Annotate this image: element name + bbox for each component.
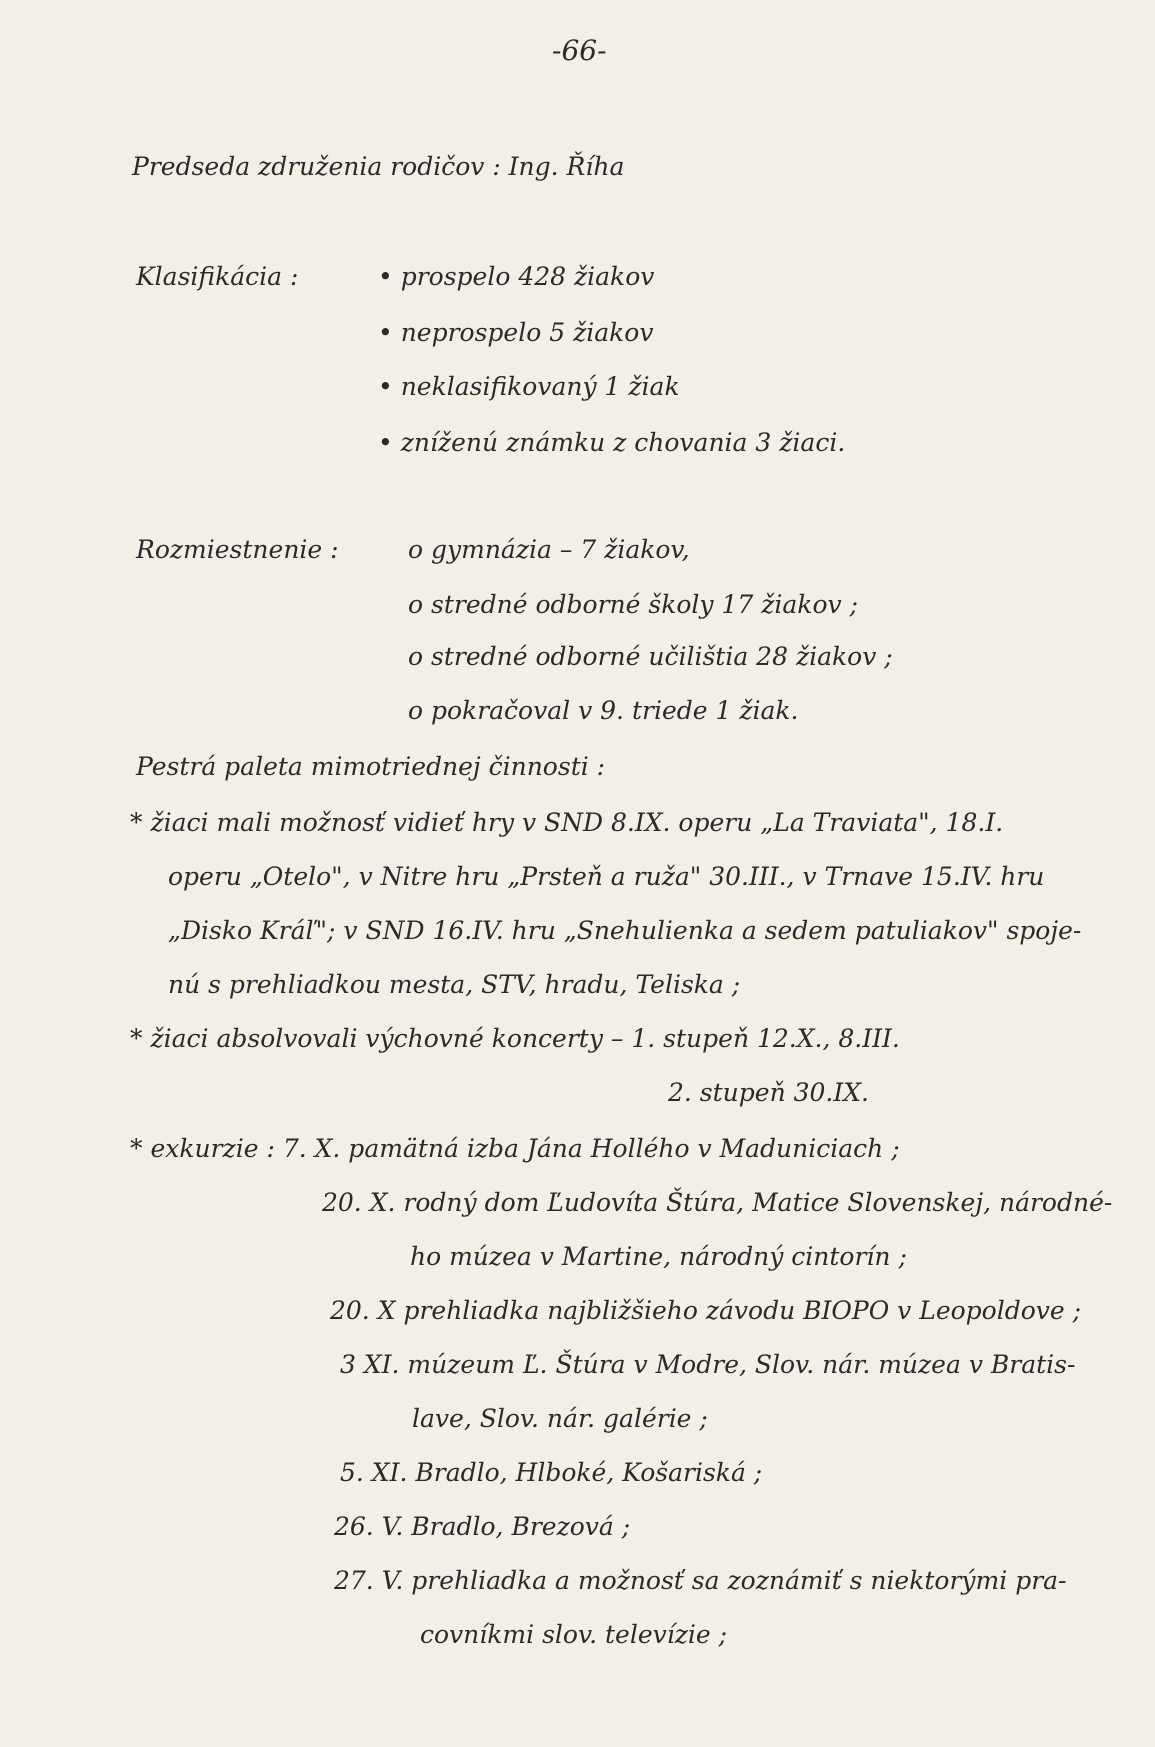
text-line: lave, Slov. nár. galérie ; — [412, 1404, 708, 1433]
list-item: o gymnázia – 7 žiakov, — [408, 535, 690, 564]
heading-activities: Pestrá paleta mimotriednej činnosti : — [136, 752, 606, 781]
list-item: • neklasifikovaný 1 žiak — [378, 372, 680, 401]
text-line-excursions: * exkurzie : 7. X. pamätná izba Jána Hollého v Maduniciach ; — [130, 1134, 900, 1163]
text-line: 20. X. rodný dom Ľudovíta Štúra, Matice Slovenskej, národné- — [322, 1188, 1113, 1217]
list-item: • neprospelo 5 žiakov — [378, 318, 654, 347]
text-line: * žiaci absolvovali výchovné koncerty – 1. stupeň 12.X., 8.III. — [130, 1024, 900, 1053]
text-line: ho múzea v Martine, národný cintorín ; — [410, 1242, 907, 1271]
list-item: o pokračoval v 9. triede 1 žiak. — [408, 696, 799, 725]
text-line: 5. XI. Bradlo, Hlboké, Košariská ; — [340, 1458, 763, 1487]
heading-placement: Rozmiestnenie : — [136, 535, 339, 564]
text-line: nú s prehliadkou mesta, STV, hradu, Teliska ; — [168, 970, 741, 999]
list-item: o stredné odborné učilištia 28 žiakov ; — [408, 642, 893, 671]
text-line: covníkmi slov. televízie ; — [420, 1620, 728, 1649]
text-line: 3 XI. múzeum Ľ. Štúra v Modre, Slov. nár. múzea v Bratis- — [340, 1350, 1076, 1379]
text-line: 2. stupeň 30.IX. — [668, 1078, 870, 1107]
page-number: -66- — [552, 34, 607, 67]
text-line: „Disko Kráľ"; v SND 16.IV. hru „Snehulienka a sedem patuliakov" spoje- — [168, 916, 1082, 945]
heading-classification: Klasifikácia : — [136, 262, 299, 291]
text-line: 27. V. prehliadka a možnosť sa zoznámiť s niektorými pra- — [334, 1566, 1067, 1595]
text-line: operu „Otelo", v Nitre hru „Prsteň a ruža" 30.III., v Trnave 15.IV. hru — [168, 862, 1045, 891]
list-item: • prospelo 428 žiakov — [378, 262, 655, 291]
text-line: 20. X prehliadka najbližšieho závodu BIOPO v Leopoldove ; — [330, 1296, 1082, 1325]
text-line: 26. V. Bradlo, Brezová ; — [334, 1512, 631, 1541]
text-line: * žiaci mali možnosť vidieť hry v SND 8.IX. operu „La Traviata", 18.I. — [130, 808, 1004, 837]
list-item: o stredné odborné školy 17 žiakov ; — [408, 590, 858, 619]
list-item: • zníženú známku z chovania 3 žiaci. — [378, 428, 846, 457]
text-line-chairman: Predseda združenia rodičov : Ing. Říha — [132, 152, 625, 181]
